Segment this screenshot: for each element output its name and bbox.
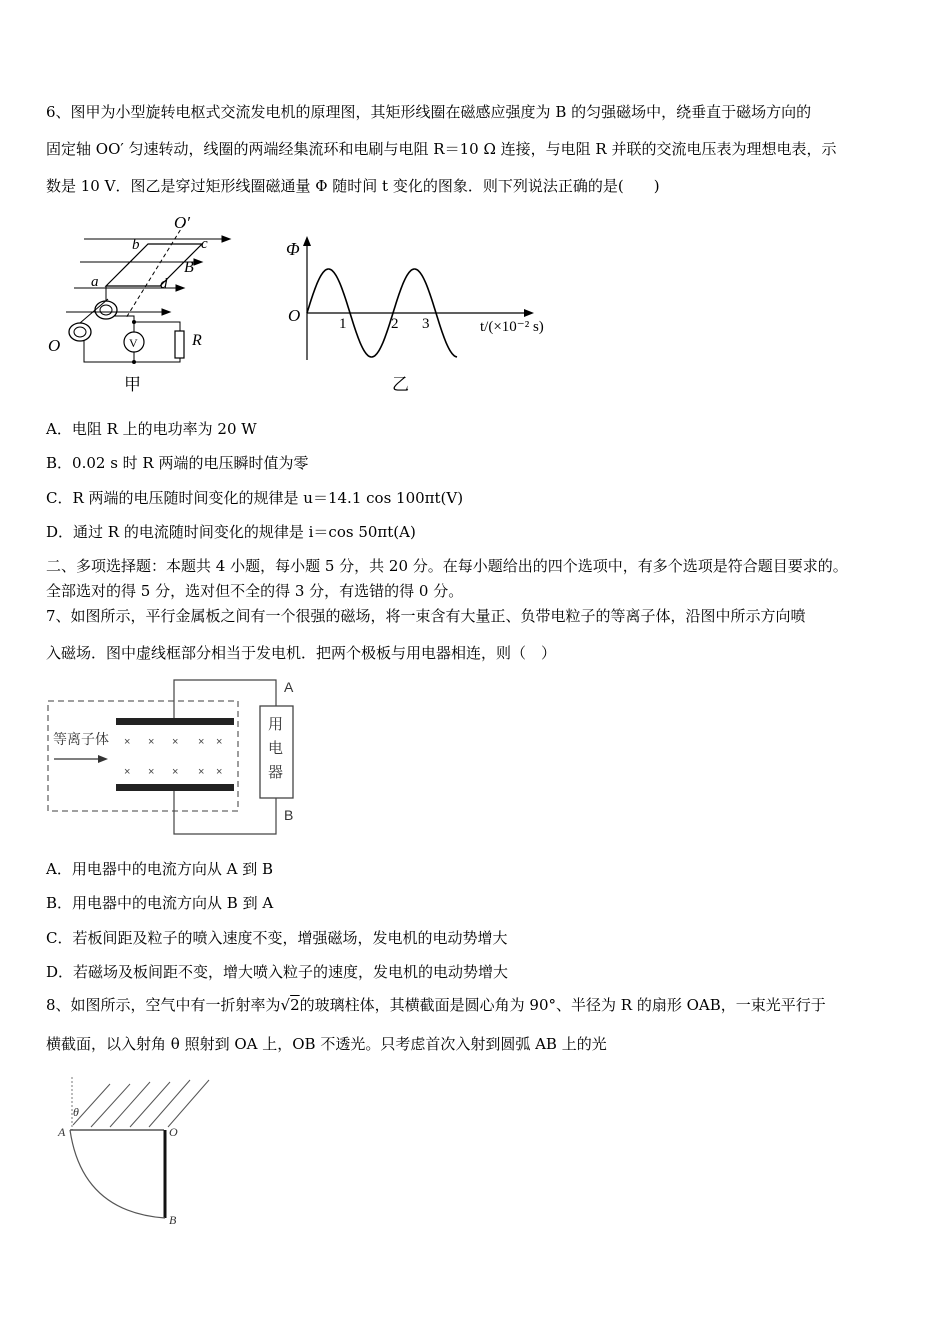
label-c: c bbox=[201, 236, 208, 252]
svg-text:×: × bbox=[198, 766, 205, 778]
theta-label: θ bbox=[73, 1105, 79, 1119]
terminal-A-label: A bbox=[284, 679, 294, 695]
device-label-char1: 用 bbox=[268, 716, 284, 733]
device-label-char3: 器 bbox=[268, 764, 284, 781]
svg-text:×: × bbox=[124, 766, 131, 778]
device-label-char2: 电 bbox=[268, 740, 284, 757]
tick-label-2: 2 bbox=[391, 316, 399, 332]
q7-option-b: B．用电器中的电流方向从 B 到 A bbox=[46, 894, 274, 912]
q6-option-b: B．0.02 s 时 R 两端的电压瞬时值为零 bbox=[46, 454, 309, 472]
svg-text:×: × bbox=[124, 736, 131, 748]
section2-text-line1: 二、多项选择题：本题共 4 小题，每小题 5 分，共 20 分。在每小题给出的四个选项中，有多个选项是符合题目要求的。 bbox=[46, 557, 848, 575]
voltmeter-label: V bbox=[129, 336, 138, 350]
y-axis-label: Φ bbox=[286, 239, 300, 259]
label-R: R bbox=[192, 332, 202, 349]
generator-figure bbox=[44, 206, 264, 396]
q7-option-d: D．若磁场及板间距不变，增大喷入粒子的速度，发电机的电动势增大 bbox=[46, 963, 509, 981]
q6-text-line1: 6、图甲为小型旋转电枢式交流发电机的原理图，其矩形线圈在磁感应强度为 B 的匀强磁场中，绕垂直于磁场方向的 bbox=[46, 103, 812, 121]
flux-graph bbox=[280, 230, 580, 400]
q6-text-line3: 数是 10 V．图乙是穿过矩形线圈磁通量 Φ 随时间 t 变化的图象．则下列说法正确的是( ) bbox=[46, 177, 660, 195]
svg-text:×: × bbox=[148, 736, 155, 748]
label-O: O bbox=[48, 336, 61, 355]
label-d: d bbox=[160, 276, 168, 292]
sector-figure bbox=[52, 1072, 222, 1232]
fig1-caption: 甲 bbox=[124, 375, 141, 394]
q6-text-line2: 固定轴 OO′ 匀速转动，线圈的两端经集流环和电刷与电阻 R＝10 Ω 连接，与电阻 R 并联的交流电压表为理想电表，示 bbox=[46, 140, 837, 158]
q6-option-a: A．电阻 R 上的电功率为 20 W bbox=[46, 420, 257, 438]
x-axis-label: t/(×10⁻² s) bbox=[480, 319, 544, 335]
q8-text-line1 bbox=[46, 995, 826, 1015]
point-O-label: O bbox=[169, 1125, 178, 1139]
tick-label-1: 1 bbox=[339, 316, 347, 332]
label-B-field: B bbox=[184, 259, 194, 276]
sqrt-symbol: √ bbox=[280, 996, 291, 1014]
plasma-label: 等离子体 bbox=[53, 731, 109, 747]
q7-text-line1: 7、如图所示，平行金属板之间有一个很强的磁场，将一束含有大量正、负带电粒子的等离子体，沿图中所示方向喷 bbox=[46, 607, 806, 625]
svg-text:×: × bbox=[216, 766, 223, 778]
label-a: a bbox=[91, 274, 99, 290]
fig2-caption: 乙 bbox=[392, 375, 409, 394]
section2-text-line2: 全部选对的得 5 分，选对但不全的得 3 分，有选错的得 0 分。 bbox=[46, 582, 464, 600]
svg-text:×: × bbox=[172, 766, 179, 778]
point-B-label: B bbox=[169, 1213, 177, 1227]
origin-label: O bbox=[288, 306, 301, 325]
sqrt-value: 2 bbox=[290, 996, 300, 1014]
q7-text-line2: 入磁场．图中虚线框部分相当于发电机．把两个极板与用电器相连，则（ ） bbox=[46, 644, 557, 662]
plasma-generator-figure bbox=[44, 674, 314, 839]
q7-option-c: C．若板间距及粒子的喷入速度不变，增强磁场，发电机的电动势增大 bbox=[46, 929, 508, 947]
svg-text:×: × bbox=[198, 736, 205, 748]
svg-text:×: × bbox=[216, 736, 223, 748]
q7-option-a: A．用电器中的电流方向从 A 到 B bbox=[46, 860, 273, 878]
q8-text-line1-end: 的玻璃柱体，其横截面是圆心角为 90°、半径为 R 的扇形 OAB，一束光平行于 bbox=[299, 996, 826, 1014]
q8-text-line1-start: 8、如图所示，空气中有一折射率为 bbox=[46, 996, 281, 1014]
q6-option-c: C．R 两端的电压随时间变化的规律是 u＝14.1 cos 100πt(V) bbox=[46, 489, 464, 507]
label-b: b bbox=[132, 237, 140, 253]
label-o-prime: O′ bbox=[174, 213, 190, 232]
terminal-B-label: B bbox=[284, 807, 294, 823]
q8-text-line2: 横截面，以入射角 θ 照射到 OA 上，OB 不透光。只考虑首次入射到圆弧 AB 上的光 bbox=[46, 1035, 607, 1053]
tick-label-3: 3 bbox=[422, 316, 430, 332]
svg-text:×: × bbox=[148, 766, 155, 778]
point-A-label: A bbox=[58, 1125, 66, 1139]
q6-option-d: D．通过 R 的电流随时间变化的规律是 i＝cos 50πt(A) bbox=[46, 523, 416, 541]
svg-text:×: × bbox=[172, 736, 179, 748]
